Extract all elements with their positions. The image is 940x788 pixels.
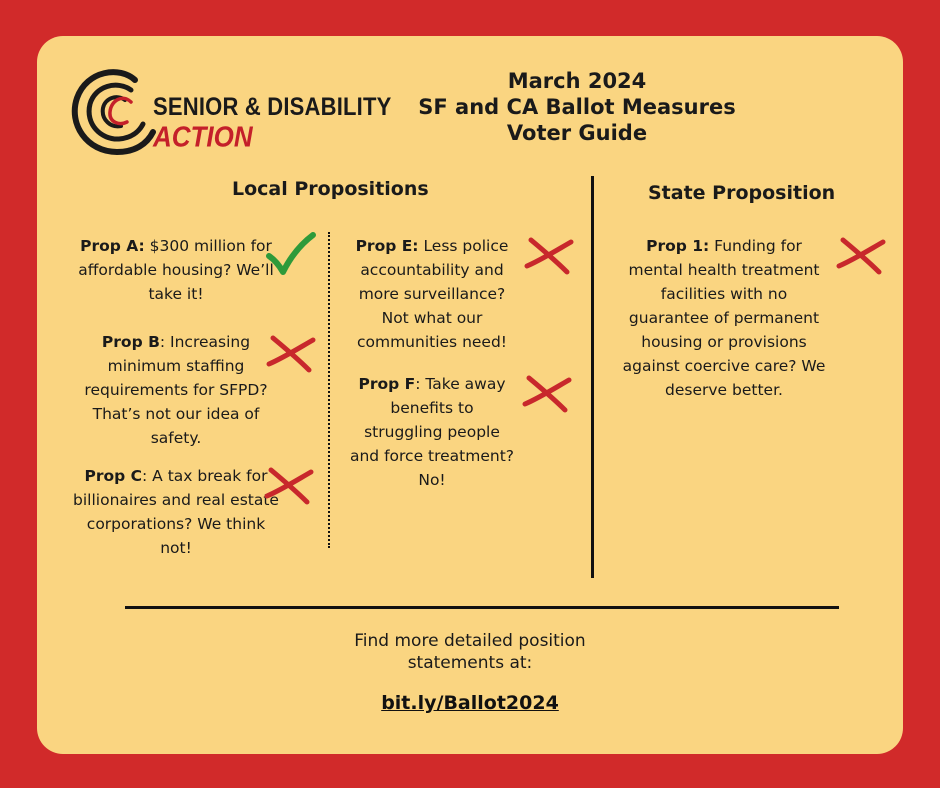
prop-a-text: $300 million for affordable housing? We’ll take it! [78, 237, 274, 303]
prop-a [73, 234, 279, 306]
x-icon [265, 332, 317, 374]
title-line2: SF and CA Ballot Measures [418, 95, 736, 119]
ballot-link[interactable]: bit.ly/Ballot2024 [381, 692, 559, 714]
x-icon [523, 234, 575, 276]
prop-f [349, 372, 515, 492]
footer-text [270, 630, 670, 674]
prop-c-text: : A tax break for billionaires and real estate corporations? We think not! [73, 467, 279, 557]
prop-c [73, 464, 279, 560]
x-icon [263, 464, 315, 506]
prop-b [73, 330, 279, 450]
prop-1 [621, 234, 827, 402]
footer-line1: Find more detailed position [354, 631, 586, 651]
prop-f-text: : Take away benefits to struggling people and force treatment? No! [349, 375, 515, 489]
title-line3: Voter Guide [506, 121, 648, 145]
prop-b-text: : Increasing minimum staffing requirements for SFPD? That’s not our idea of safety. [84, 333, 268, 447]
section-divider-horizontal [125, 606, 839, 609]
prop-e-label: Prop E: [355, 237, 419, 255]
logo [65, 60, 392, 160]
prop-1-label: Prop 1: [646, 237, 710, 255]
voter-guide-card [37, 36, 903, 754]
section-divider-vertical [591, 176, 594, 578]
swirl-logo-icon [65, 60, 161, 160]
local-propositions-heading: Local Propositions [232, 178, 429, 200]
check-icon [265, 232, 317, 276]
prop-c-label: Prop C [84, 467, 143, 485]
prop-f-label: Prop F [358, 375, 416, 393]
prop-e-text: Less police accountability and more surveillance? Not what our communities need! [356, 237, 509, 351]
x-icon [521, 372, 573, 414]
title-line1: March 2024 [507, 69, 647, 93]
column-divider-dotted [328, 232, 330, 548]
logo-text-line2: ACTION [153, 120, 253, 153]
prop-b-label: Prop B [101, 333, 160, 351]
x-icon [835, 234, 887, 276]
prop-e [349, 234, 515, 354]
prop-1-text: Funding for mental health treatment facilities with no guarantee of permanent housing or provisions against coercive care? We deserve better. [622, 237, 826, 399]
page-title [377, 68, 777, 146]
footer-line2: statements at: [407, 653, 533, 673]
logo-text-line1: SENIOR & DISABILITY [153, 92, 392, 121]
prop-a-label: Prop A: [80, 237, 145, 255]
state-proposition-heading: State Proposition [648, 182, 836, 204]
